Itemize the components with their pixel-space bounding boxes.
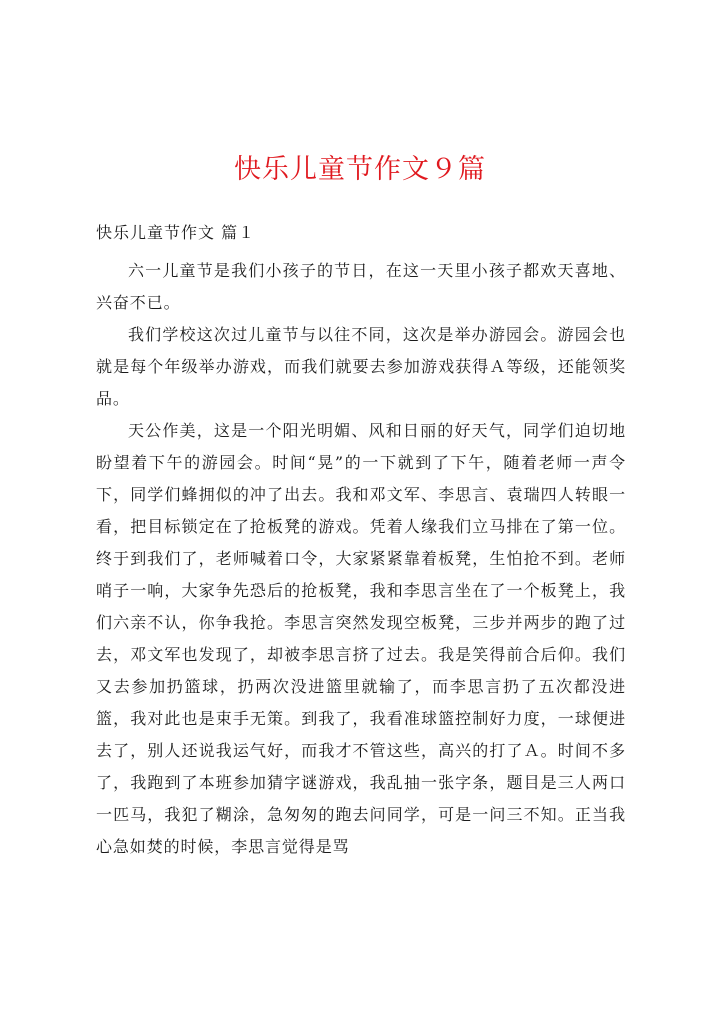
paragraph: 六一儿童节是我们小孩子的节日，在这一天里小孩子都欢天喜地、兴奋不已。 [96, 261, 626, 312]
paragraph: 天公作美，这是一个阳光明媚、风和日丽的好天气，同学们迫切地盼望着下午的游园会。时间“晃”的一下就到了下午，随着老师一声令下，同学们蜂拥似的冲了出去。我和邓文军、李思言、袁瑞四人转眼一看，把目标锁定在了抢板凳的游戏。凭着人缘我们立马排在了第一位。终于到我们了，老师喊着口令，大家紧紧靠着板凳，生怕抢不到。老师哨子一响，大家争先恐后的抢板凳，我和李思言坐在了一个板凳上，我们六亲不认，你争我抢。李思言突然发现空板凳，三步并两步的跑了过去，邓文军也发现了，却被李思言挤了过去。我是笑得前合后仰。我们又去参加扔篮球，扔两次没进篮里就输了，而李思言扔了五次都没进篮，我对此也是束手无策。到我了，我看准球篮控制好力度，一球便进去了，别人还说我运气好，而我才不管这些，高兴的打了Ａ。时间不多了，我跑到了本班参加猜字谜游戏，我乱抽一张字条，题目是三人两口一匹马，我犯了糊涂，急匆匆的跑去问同学，可是一问三不知。正当我心急如焚的时候，李思言觉得是骂 [96, 421, 626, 856]
document-body [96, 255, 626, 863]
paragraph: 我们学校这次过儿童节与以往不同，这次是举办游园会。游园会也就是每个年级举办游戏，而我们就要去参加游戏获得Ａ等级，还能领奖品。 [96, 325, 626, 408]
section-heading: 快乐儿童节作文 篇１ [96, 223, 256, 242]
document-title: 快乐儿童节作文９篇 [234, 154, 486, 185]
